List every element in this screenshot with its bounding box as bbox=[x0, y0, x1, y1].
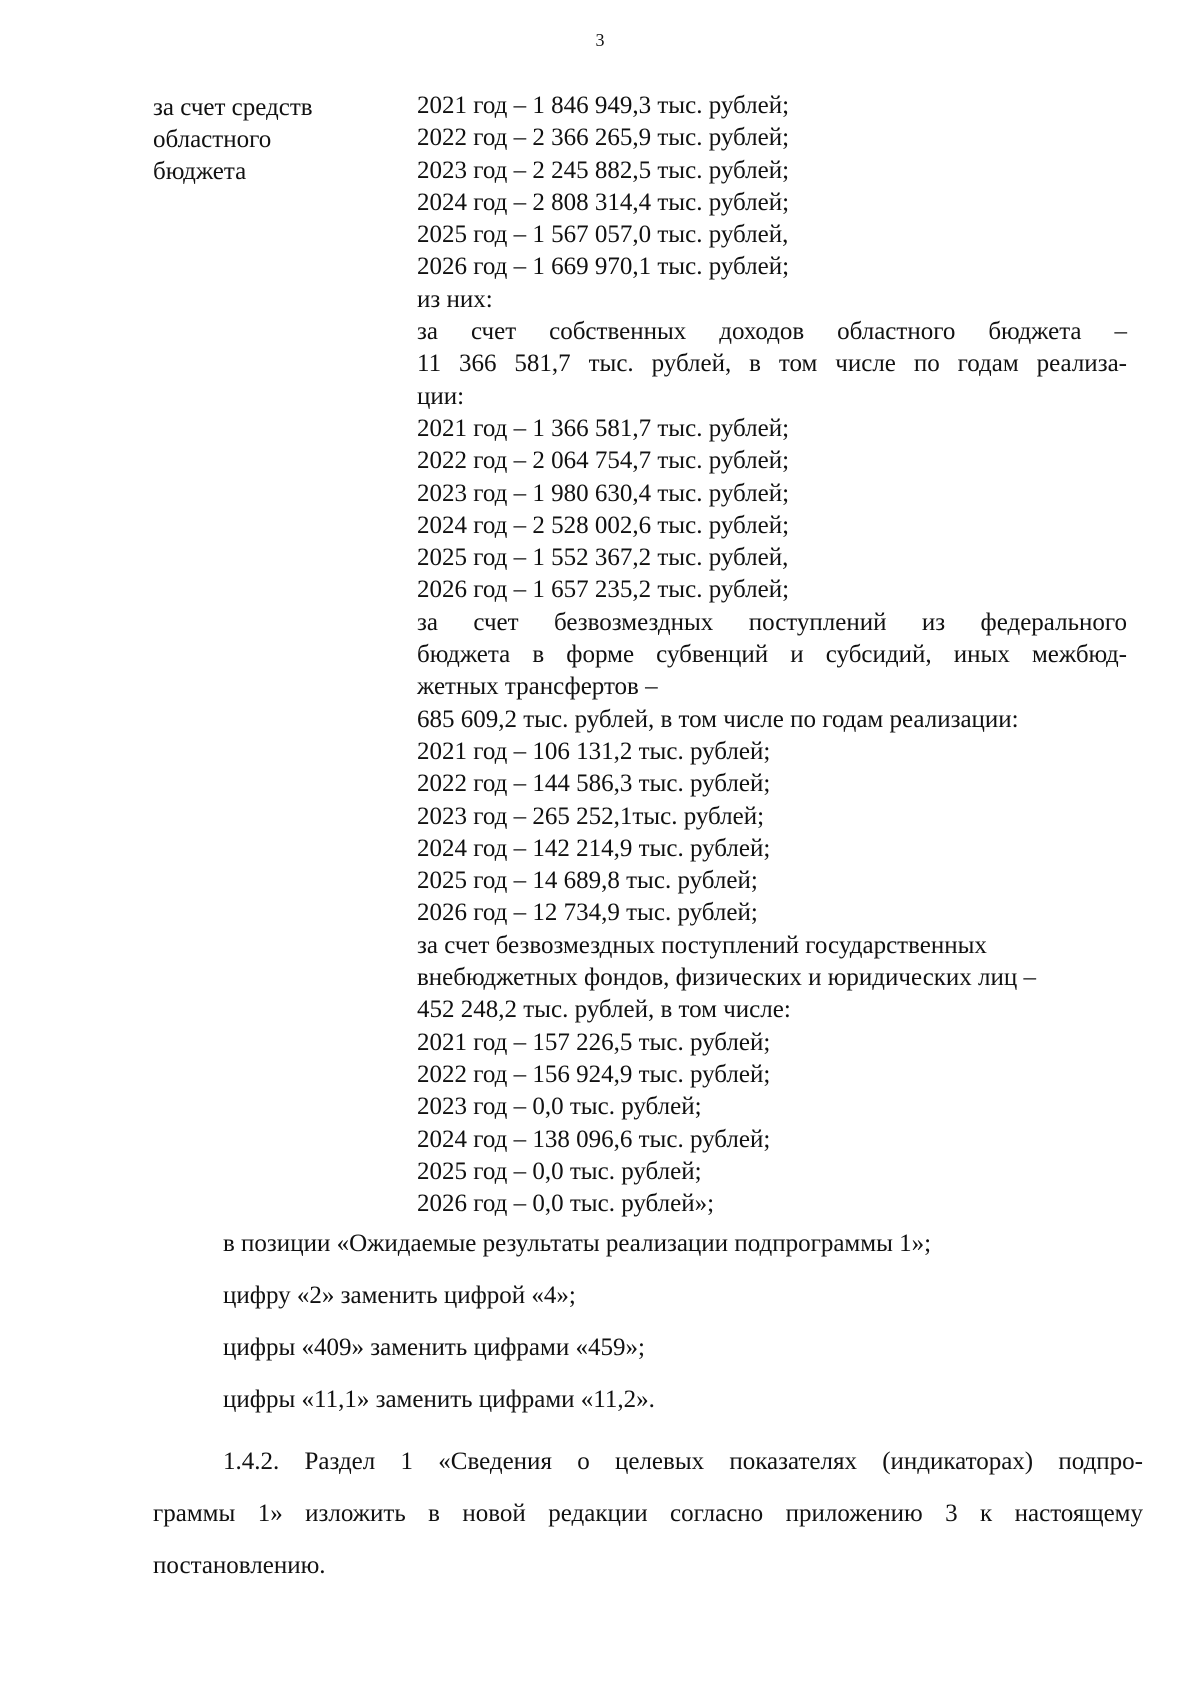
year-amount: 2023 год – 265 252,1тыс. рублей; bbox=[417, 802, 765, 830]
year-amount: 2026 год – 0,0 тыс. рублей»; bbox=[417, 1190, 715, 1218]
page-number: 3 bbox=[595, 30, 605, 50]
paragraph-line: постановлению. bbox=[153, 1552, 326, 1579]
section-1-4-2-paragraph bbox=[153, 1436, 1143, 1592]
year-amount: 2026 год – 1 669 970,1 тыс. рублей; bbox=[417, 253, 790, 281]
funding-source-label bbox=[153, 92, 393, 188]
own-revenue-section bbox=[417, 316, 1127, 607]
year-amount: 2025 год – 0,0 тыс. рублей; bbox=[417, 1157, 702, 1185]
year-amount: 2022 год – 2 366 265,9 тыс. рублей; bbox=[417, 124, 790, 152]
year-amount: 2025 год – 14 689,8 тыс. рублей; bbox=[417, 867, 758, 895]
year-amount: 2026 год – 12 734,9 тыс. рублей; bbox=[417, 899, 758, 927]
section-header-line: за счет безвозмездных поступлений государственных bbox=[417, 931, 987, 959]
section-header-line: 452 248,2 тыс. рублей, в том числе: bbox=[417, 996, 791, 1024]
label-line: областного bbox=[153, 126, 272, 153]
amendment-item: в позиции «Ожидаемые результаты реализации подпрограммы 1»; bbox=[223, 1230, 932, 1257]
amendment-item: цифру «2» заменить цифрой «4»; bbox=[223, 1282, 576, 1309]
year-amount: 2021 год – 1 846 949,3 тыс. рублей; bbox=[417, 92, 790, 119]
section-header-line: за счет собственных доходов областного бюджета – bbox=[417, 318, 1127, 346]
year-amount: 2024 год – 2 528 002,6 тыс. рублей; bbox=[417, 511, 790, 539]
funding-values bbox=[417, 90, 1127, 1220]
label-line: бюджета bbox=[153, 158, 247, 185]
of-them-label: из них: bbox=[417, 285, 493, 313]
section-header-line: внебюджетных фондов, физических и юридических лиц – bbox=[417, 964, 1037, 992]
amendments-block bbox=[153, 1228, 1143, 1592]
year-amount: 2021 год – 157 226,5 тыс. рублей; bbox=[417, 1028, 771, 1056]
paragraph-line: 1.4.2. Раздел 1 «Сведения о целевых показателях (индикаторах) подпро- bbox=[223, 1448, 1143, 1475]
label-line: за счет средств bbox=[153, 94, 313, 121]
section-header-line: 11 366 581,7 тыс. рублей, в том числе по годам реализа- bbox=[417, 350, 1127, 378]
year-amount: 2021 год – 106 131,2 тыс. рублей; bbox=[417, 737, 771, 765]
year-amount: 2023 год – 1 980 630,4 тыс. рублей; bbox=[417, 479, 790, 507]
federal-transfers-section bbox=[417, 607, 1127, 930]
year-amount: 2022 год – 144 586,3 тыс. рублей; bbox=[417, 770, 771, 798]
section-header-line: жетных трансфертов – bbox=[417, 673, 658, 701]
amendment-item: цифры «11,1» заменить цифрами «11,2». bbox=[223, 1386, 655, 1413]
year-amount: 2024 год – 2 808 314,4 тыс. рублей; bbox=[417, 188, 790, 216]
year-amount: 2023 год – 0,0 тыс. рублей; bbox=[417, 1093, 702, 1121]
section-header-line: за счет безвозмездных поступлений из федерального bbox=[417, 608, 1127, 636]
amendment-item: цифры «409» заменить цифрами «459»; bbox=[223, 1334, 645, 1361]
year-amount: 2026 год – 1 657 235,2 тыс. рублей; bbox=[417, 576, 790, 604]
year-amount: 2023 год – 2 245 882,5 тыс. рублей; bbox=[417, 156, 790, 184]
year-amount: 2022 год – 2 064 754,7 тыс. рублей; bbox=[417, 447, 790, 475]
year-amount: 2024 год – 138 096,6 тыс. рублей; bbox=[417, 1125, 771, 1153]
paragraph-line: граммы 1» изложить в новой редакции согласно приложению 3 к настоящему bbox=[153, 1500, 1143, 1527]
year-amount: 2025 год – 1 552 367,2 тыс. рублей, bbox=[417, 544, 789, 572]
section-header-line: 685 609,2 тыс. рублей, в том числе по годам реализации: bbox=[417, 705, 1019, 733]
year-amount: 2025 год – 1 567 057,0 тыс. рублей, bbox=[417, 221, 789, 249]
section-header-line: бюджета в форме субвенций и субсидий, иных межбюд- bbox=[417, 641, 1127, 669]
section-header-line: ции: bbox=[417, 382, 465, 410]
regional-budget-years bbox=[417, 90, 1127, 284]
year-amount: 2024 год – 142 214,9 тыс. рублей; bbox=[417, 834, 771, 862]
year-amount: 2022 год – 156 924,9 тыс. рублей; bbox=[417, 1060, 771, 1088]
year-amount: 2021 год – 1 366 581,7 тыс. рублей; bbox=[417, 414, 790, 442]
extra-budgetary-section bbox=[417, 930, 1127, 1221]
